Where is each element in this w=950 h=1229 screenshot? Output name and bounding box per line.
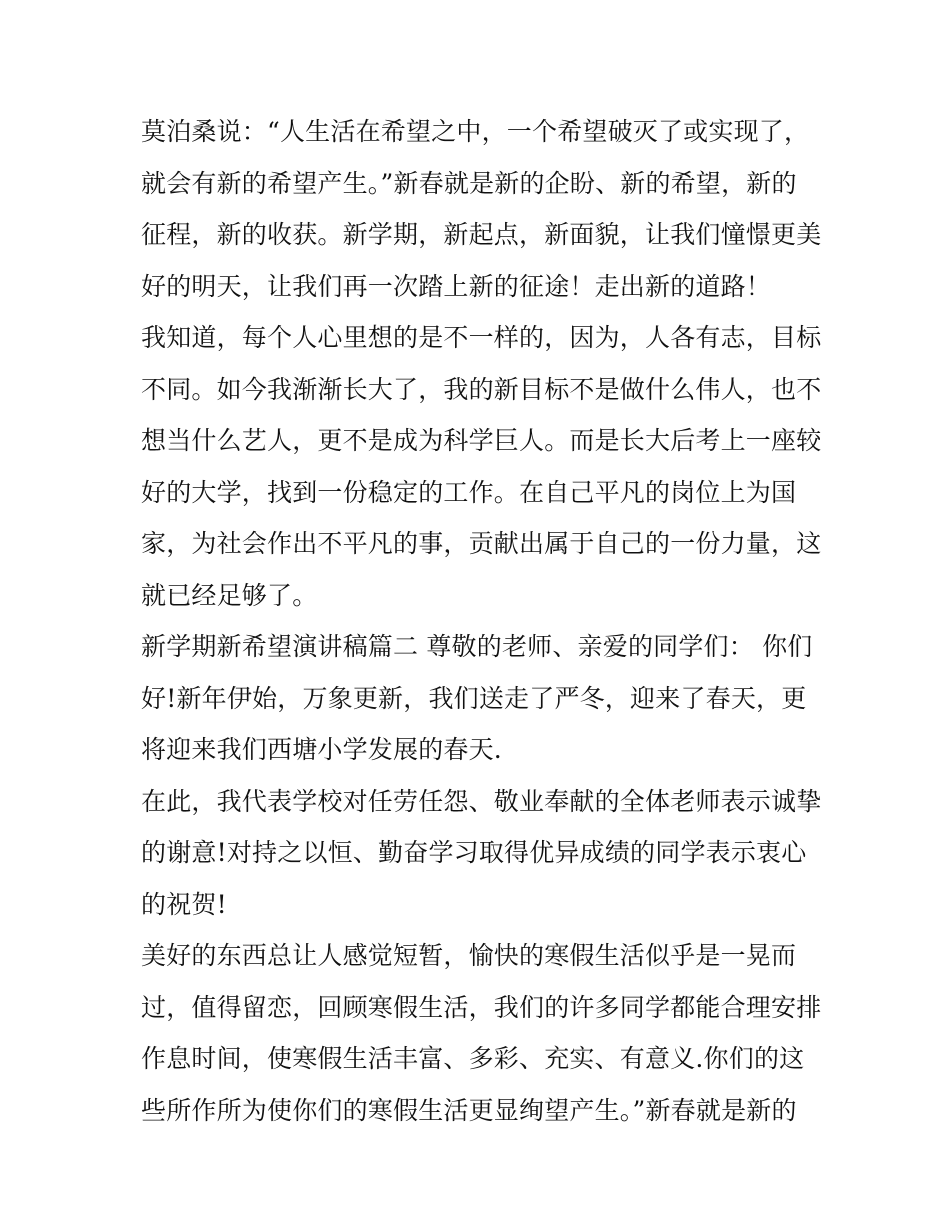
text-line: 新学期新希望演讲稿篇二 尊敬的老师、亲爱的同学们： 你们 bbox=[141, 632, 813, 661]
paragraph-5 bbox=[141, 930, 821, 1136]
paragraph-3 bbox=[141, 621, 821, 776]
text-line: 将迎来我们西塘小学发展的春天. bbox=[141, 735, 502, 764]
text-line: 的谢意!对持之以恒、勤奋学习取得优异成绩的同学表示衷心 bbox=[141, 838, 807, 867]
document-body bbox=[141, 106, 821, 1136]
paragraph-4 bbox=[141, 776, 821, 931]
text-line: 在此，我代表学校对任劳任怨、敬业奉献的全体老师表示诚挚 bbox=[141, 786, 822, 816]
text-line: 就已经足够了。 bbox=[141, 580, 318, 610]
text-line: 家，为社会作出不平凡的事，贡献出属于自己的一份力量，这 bbox=[141, 529, 822, 558]
paragraph-2 bbox=[141, 312, 821, 621]
text-line: 不同。如今我渐渐长大了，我的新目标不是做什么伟人，也不 bbox=[141, 374, 822, 404]
text-line: 好的大学，找到一份稳定的工作。在自己平凡的岗位上为国 bbox=[141, 477, 797, 507]
text-line: 过，值得留恋，回顾寒假生活，我们的许多同学都能合理安排 bbox=[141, 992, 822, 1022]
text-line: 美好的东西总让人感觉短暂，愉快的寒假生活似乎是一晃而 bbox=[141, 941, 797, 970]
text-line: 好的明天，让我们再一次踏上新的征途！走出新的道路！ bbox=[141, 271, 772, 301]
text-line: 我知道，每个人心里想的是不一样的，因为，人各有志，目标 bbox=[141, 323, 822, 352]
text-line: 作息时间，使寒假生活丰富、多彩、充实、有意义.你们的这 bbox=[141, 1044, 805, 1073]
text-line: 就会有新的希望产生。”新春就是新的企盼、新的希望，新的 bbox=[141, 168, 797, 198]
paragraph-1 bbox=[141, 106, 821, 312]
text-line: 好!新年伊始，万象更新，我们送走了严冬，迎来了春天，更 bbox=[141, 683, 807, 713]
text-line: 些所作所为使你们的寒假生活更显绚望产生。”新春就是新的 bbox=[141, 1095, 797, 1125]
text-line: 想当什么艺人，更不是成为科学巨人。而是长大后考上一座较 bbox=[141, 426, 822, 455]
text-line: 征程，新的收获。新学期，新起点，新面貌，让我们憧憬更美 bbox=[141, 220, 822, 249]
text-line: 的祝贺! bbox=[141, 889, 227, 919]
text-line: 莫泊桑说：“人生活在希望之中，一个希望破灭了或实现了， bbox=[141, 117, 810, 146]
